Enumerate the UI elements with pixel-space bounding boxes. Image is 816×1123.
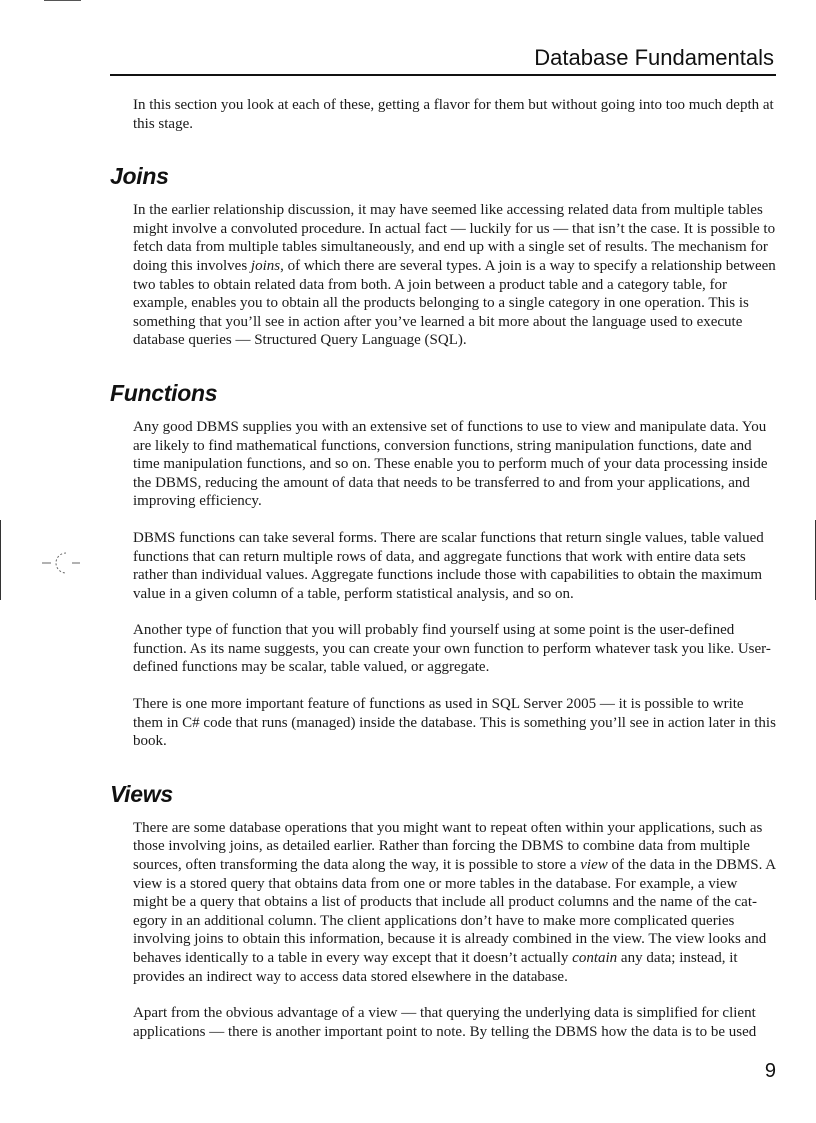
views-paragraph-1: There are some database operations that you might want to repeat often within your applications, such as those involving joins, as detailed earlier. Rather than forcing the DBMS to combine data from multiple sources, often transforming the data along the way, it is possible to store a view of the data in the DBMS. A view is a stored query that obtains data from one or more tables in the database. For example, a view might be a query that obtains a list of products that include all product columns and the name of the category in an additional column. The client applications don’t have to make more complicated queries involving joins to obtain this information, because it is already combined in the view. The view looks and behaves identically to a table in every way except that it doesn’t actually contain any data; instead, it provides an indirect way to access data stored elsewhere in the database. bbox=[133, 819, 776, 985]
joins-paragraph: In the earlier relationship discussion, it may have seemed like accessing related data from multiple tables might involve a convoluted procedure. In actual fact — luckily for us — that isn’t the case. It is possible to fetch data from multiple tables simultaneously, and end up with a single set of results. The mechanism for doing this involves joins, of which there are several types. A join is a way to specify a relationship between two tables to obtain related data from both. A join between a product table and a category table, for example, enables you to obtain all the products belonging to a single category in one operation. This is something that you’ll see in action after you’ve learned a bit more about the language used to execute database queries — Structured Query Language (SQL). bbox=[133, 202, 776, 349]
registration-mark-icon bbox=[42, 549, 82, 577]
intro-paragraph: In this section you look at each of these, getting a flavor for them but without going into too much depth at this stage. bbox=[133, 97, 774, 132]
page-number: 9 bbox=[764, 1060, 776, 1082]
running-header bbox=[110, 44, 776, 76]
view-term: view bbox=[580, 857, 608, 874]
page-edge-tick bbox=[44, 0, 81, 1]
functions-paragraph-1: Any good DBMS supplies you with an extensive set of functions to use to view and manipulate data. You are likely to find mathematical functions, conversion functions, string manipulation functions, date and time manipulation functions, and so on. These enable you to perform much of your data processing inside the DBMS, reducing the amount of data that needs to be transferred to and from your applications, and improving efficiency. bbox=[133, 418, 768, 510]
contain-term: contain bbox=[572, 950, 618, 966]
binding-margin-bar-left bbox=[0, 520, 1, 600]
joins-heading: Joins bbox=[110, 163, 169, 190]
views-paragraph-2: Apart from the obvious advantage of a view — that querying the underlying data is simplified for client applications — there is another important point to note. By telling the DBMS how the data is to be used bbox=[133, 1005, 757, 1040]
functions-paragraph-4: There is one more important feature of functions as used in SQL Server 2005 — it is possible to write them in C# code that runs (managed) inside the database. This is something you’ll see in action later in this book. bbox=[133, 696, 776, 750]
joins-term: joins bbox=[250, 257, 281, 274]
functions-heading: Functions bbox=[110, 379, 218, 406]
running-header-title: Database Fundamentals bbox=[534, 45, 774, 70]
views-heading: Views bbox=[110, 780, 173, 807]
functions-paragraph-3: Another type of function that you will probably find yourself using at some point is the user-defined function. As its name suggests, you can create your own function to perform whatever task you like. User-defined functions may be scalar, table valued, or aggregate. bbox=[133, 622, 771, 676]
functions-paragraph-2: DBMS functions can take several forms. There are scalar functions that return single values, table valued functions that can return multiple rows of data, and aggregate functions that work with entire data sets rather than individual values. Aggregate functions include those with capabilities to obtain the maximum value in a given column of a table, perform statistical analysis, and so on. bbox=[133, 529, 764, 602]
page-content bbox=[110, 96, 776, 1059]
